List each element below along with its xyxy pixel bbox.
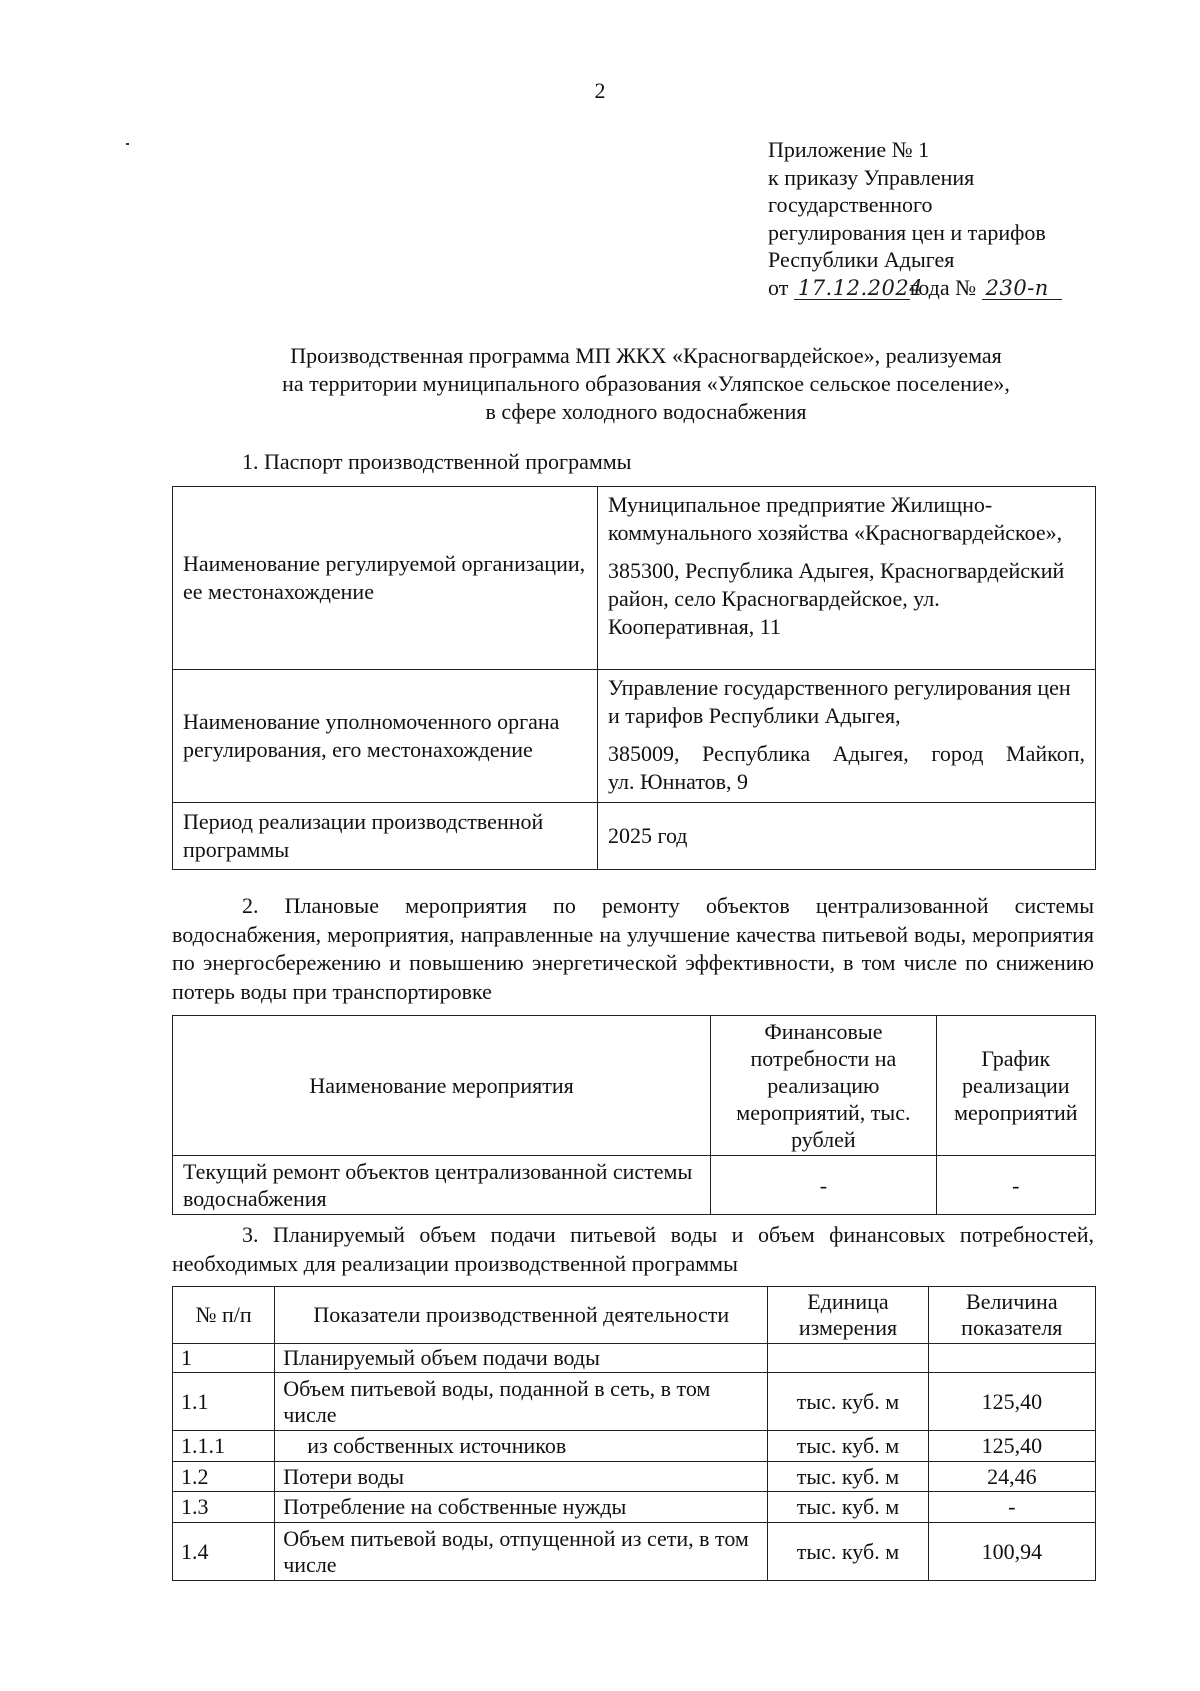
header-schedule: График реализации мероприятий [936, 1016, 1095, 1156]
measure-finance: - [711, 1156, 936, 1215]
title-line: Производственная программа МП ЖКХ «Красногвардейское», реализуемая [290, 343, 1002, 368]
handwritten-date: 17.12.2024 [794, 277, 910, 300]
row-number: 1.1.1 [173, 1431, 275, 1462]
authority-address-line: 385009, Республика Адыгея, город Майкоп, [607, 741, 1085, 766]
row-number: 1.4 [173, 1523, 275, 1581]
row-value: 125,40 [928, 1431, 1095, 1462]
row-unit: тыс. куб. м [768, 1431, 928, 1462]
title-line: в сфере холодного водоснабжения [485, 399, 807, 424]
header-value: Величина показателя [928, 1287, 1095, 1344]
row-number: 1.2 [173, 1462, 275, 1492]
appendix-line: Приложение № 1 [768, 137, 930, 162]
header-number: № п/п [173, 1287, 275, 1344]
org-name: Муниципальное предприятие Жилищно-коммунального хозяйства «Красногвардейское», [607, 492, 1063, 545]
row-number: 1.1 [173, 1373, 275, 1431]
year-word: года № [909, 274, 977, 300]
row-indicator: Объем питьевой воды, поданной в сеть, в том числе [275, 1373, 768, 1431]
row-unit: тыс. куб. м [768, 1523, 928, 1581]
appendix-block [768, 136, 1062, 301]
scan-speck [126, 143, 129, 145]
row-indicator: Планируемый объем подачи воды [275, 1344, 768, 1373]
table-header-row [173, 1016, 1096, 1156]
row-value: - [928, 1492, 1095, 1523]
authority-address-line: ул. Юннатов, 9 [607, 769, 749, 794]
table-row [173, 803, 1096, 870]
row-unit [768, 1344, 928, 1373]
passport-value [597, 487, 1095, 670]
row-number: 1.3 [173, 1492, 275, 1523]
header-finance: Финансовые потребности на реализацию мероприятий, тыс. рублей [711, 1016, 936, 1156]
row-unit: тыс. куб. м [768, 1462, 928, 1492]
title-line: на территории муниципального образования «Уляпское сельское поселение», [282, 371, 1010, 396]
table-row [173, 1462, 1096, 1492]
passport-value [597, 670, 1095, 803]
passport-label: Наименование регулируемой организации, ее местонахождение [173, 487, 598, 670]
section1-heading: 1. Паспорт производственной программы [242, 449, 632, 474]
org-address: 385300, Республика Адыгея, Красногвардейский район, село Красногвардейское, ул. Кооперативная, 11 [607, 558, 1065, 639]
row-number: 1 [173, 1344, 275, 1373]
table-row [173, 1373, 1096, 1431]
handwritten-order-number: 230-п [982, 277, 1062, 300]
header-unit: Единица измерения [768, 1287, 928, 1344]
measure-schedule: - [936, 1156, 1095, 1215]
table-row [173, 670, 1096, 803]
passport-value: 2025 год [597, 803, 1095, 870]
date-prefix: от [768, 274, 789, 300]
appendix-date-line [768, 274, 1062, 302]
row-value: 125,40 [928, 1373, 1095, 1431]
section2-text: 2. Плановые мероприятия по ремонту объектов централизованной системы водоснабжения, мероприятия, направленные на улучшение качества питьевой воды, мероприятия по энергосбережению и повышению энергетической эффективности, в том числе по снижению потерь воды при транспортировке [172, 893, 1094, 1004]
row-unit: тыс. куб. м [768, 1492, 928, 1523]
passport-table [172, 486, 1096, 870]
appendix-line: Республики Адыгея [768, 247, 955, 272]
row-indicator: Потребление на собственные нужды [275, 1492, 768, 1523]
row-indicator: Объем питьевой воды, отпущенной из сети, в том числе [275, 1523, 768, 1581]
row-unit: тыс. куб. м [768, 1373, 928, 1431]
table-row [173, 487, 1096, 670]
row-indicator: из собственных источников [275, 1431, 768, 1462]
appendix-line: к приказу Управления [768, 164, 975, 190]
appendix-line: регулирования цен и тарифов [768, 219, 1046, 245]
measure-name: Текущий ремонт объектов централизованной системы водоснабжения [173, 1156, 711, 1215]
passport-label: Период реализации производственной программы [173, 803, 598, 870]
table-header-row [173, 1287, 1096, 1344]
page-number: 2 [594, 78, 606, 103]
passport-label: Наименование уполномоченного органа регулирования, его местонахождение [173, 670, 598, 803]
appendix-line: государственного [768, 192, 933, 217]
table-row [173, 1492, 1096, 1523]
authority-name: Управление государственного регулирования цен и тарифов Республики Адыгея, [607, 675, 1071, 728]
indicators-table [172, 1286, 1096, 1581]
row-value: 100,94 [928, 1523, 1095, 1581]
table-row [173, 1431, 1096, 1462]
row-value: 24,46 [928, 1462, 1095, 1492]
header-indicator: Показатели производственной деятельности [275, 1287, 768, 1344]
header-measure-name: Наименование мероприятия [173, 1016, 711, 1156]
table-row [173, 1523, 1096, 1581]
document-title [170, 342, 1122, 426]
row-indicator: Потери воды [275, 1462, 768, 1492]
authority-address [608, 740, 1085, 796]
row-value [928, 1344, 1095, 1373]
measures-table [172, 1015, 1096, 1215]
table-row [173, 1344, 1096, 1373]
table-row [173, 1156, 1096, 1215]
section3-text: 3. Планируемый объем подачи питьевой воды и объем финансовых потребностей, необходимых для реализации производственной программы [172, 1222, 1094, 1276]
